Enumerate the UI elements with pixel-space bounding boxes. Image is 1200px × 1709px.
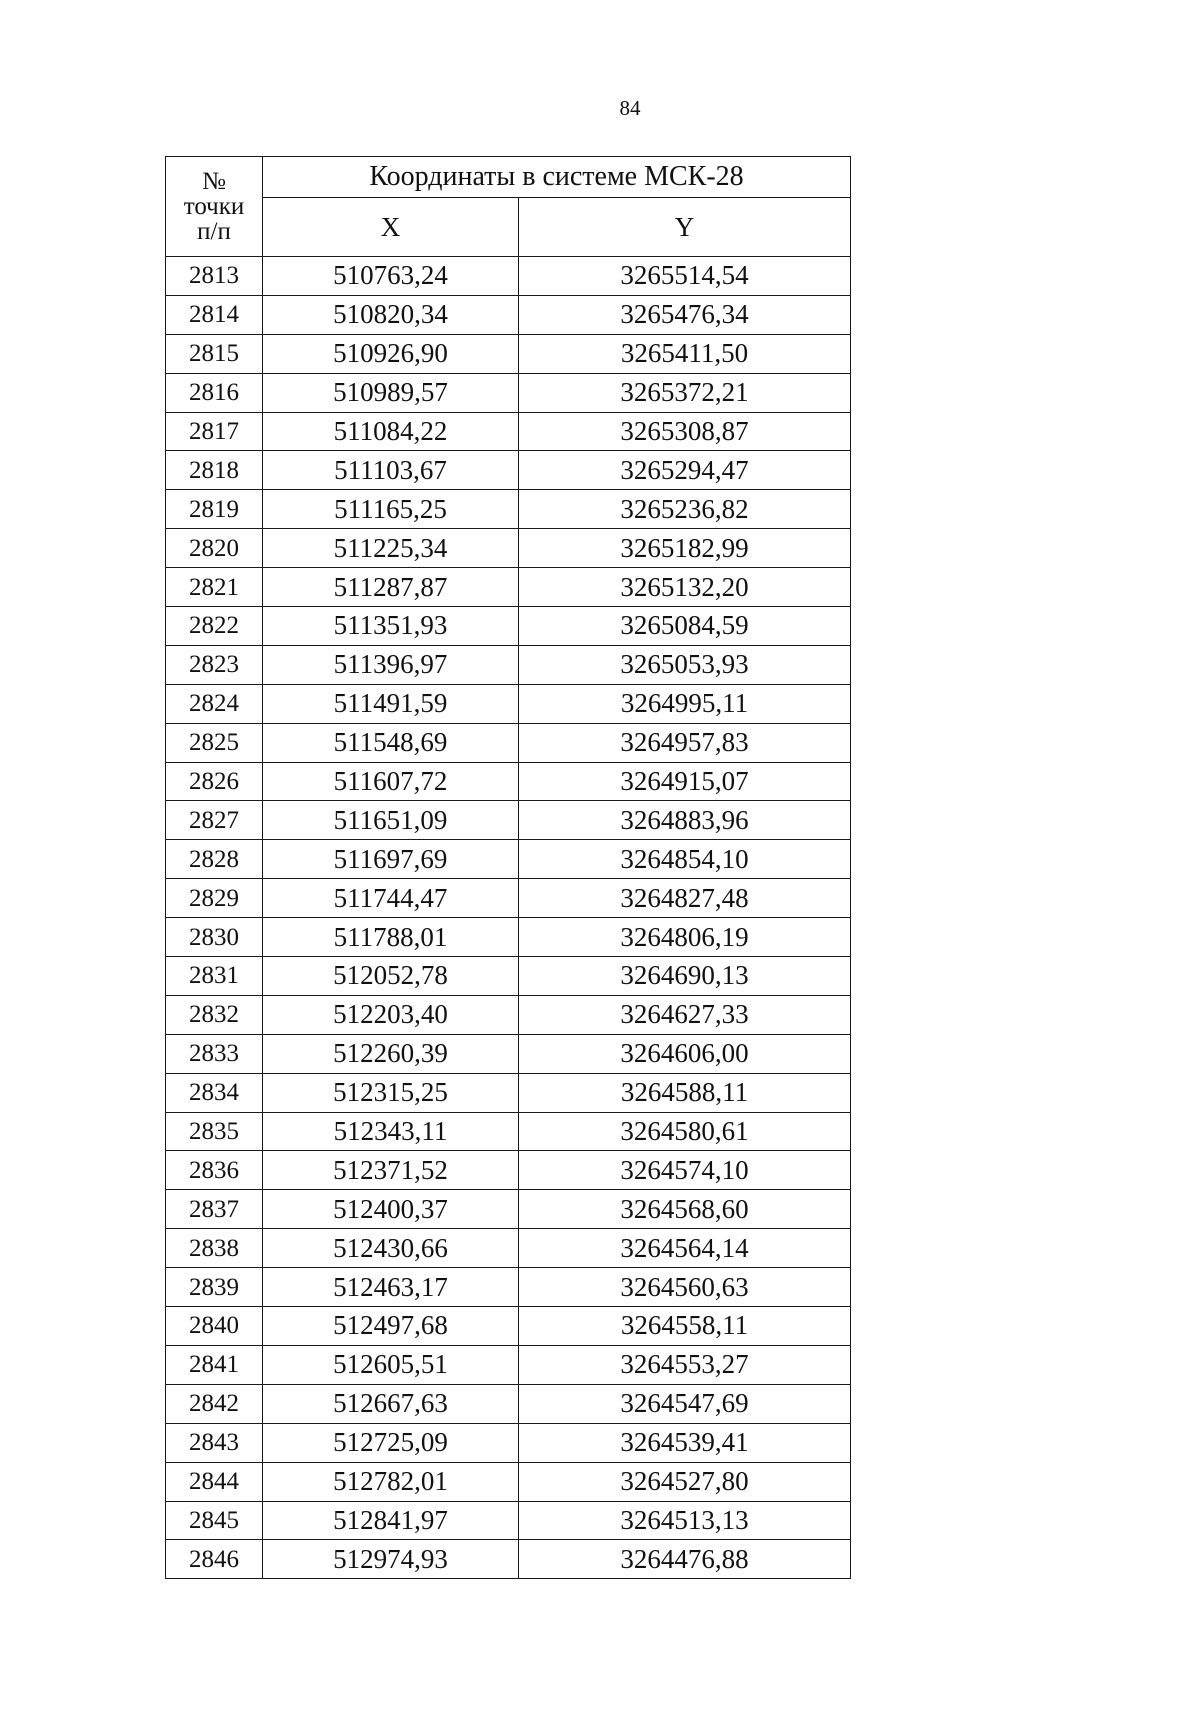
- table-row: [166, 840, 851, 879]
- y-coordinate-cell: 3265514,54: [519, 257, 851, 296]
- x-coordinate-cell: 511225,34: [263, 529, 519, 568]
- y-coordinate-cell: 3264606,00: [519, 1034, 851, 1073]
- table-row: [166, 918, 851, 957]
- table-row: [166, 1112, 851, 1151]
- y-coordinate-cell: 3265053,93: [519, 645, 851, 684]
- x-column-header: X: [263, 198, 519, 257]
- y-coordinate-cell: 3264558,11: [519, 1307, 851, 1346]
- table-row: [166, 295, 851, 334]
- point-number-cell: 2840: [166, 1307, 263, 1346]
- point-number-cell: 2833: [166, 1034, 263, 1073]
- x-coordinate-cell: 512463,17: [263, 1268, 519, 1307]
- table-row: [166, 684, 851, 723]
- y-coordinate-cell: 3264915,07: [519, 762, 851, 801]
- x-coordinate-cell: 510989,57: [263, 373, 519, 412]
- x-coordinate-cell: 512841,97: [263, 1501, 519, 1540]
- coordinate-system-header: Координаты в системе МСК-28: [263, 157, 851, 198]
- point-number-cell: 2829: [166, 879, 263, 918]
- table-row: [166, 412, 851, 451]
- x-coordinate-cell: 512605,51: [263, 1345, 519, 1384]
- table-row: [166, 957, 851, 996]
- y-coordinate-cell: 3264476,88: [519, 1540, 851, 1579]
- y-coordinate-cell: 3265411,50: [519, 334, 851, 373]
- point-number-cell: 2815: [166, 334, 263, 373]
- y-column-header: Y: [519, 198, 851, 257]
- point-number-cell: 2846: [166, 1540, 263, 1579]
- point-number-cell: 2827: [166, 801, 263, 840]
- x-coordinate-cell: 510763,24: [263, 257, 519, 296]
- x-coordinate-cell: 512974,93: [263, 1540, 519, 1579]
- point-number-cell: 2825: [166, 723, 263, 762]
- point-number-cell: 2828: [166, 840, 263, 879]
- table-row: [166, 995, 851, 1034]
- y-coordinate-cell: 3265294,47: [519, 451, 851, 490]
- x-coordinate-cell: 512203,40: [263, 995, 519, 1034]
- point-number-header-line: п/п: [197, 218, 231, 245]
- y-coordinate-cell: 3264564,14: [519, 1229, 851, 1268]
- point-number-cell: 2838: [166, 1229, 263, 1268]
- table-row: [166, 1034, 851, 1073]
- table-row: [166, 490, 851, 529]
- x-coordinate-cell: 511165,25: [263, 490, 519, 529]
- table-row: [166, 1073, 851, 1112]
- point-number-cell: 2813: [166, 257, 263, 296]
- y-coordinate-cell: 3264854,10: [519, 840, 851, 879]
- y-coordinate-cell: 3265372,21: [519, 373, 851, 412]
- x-coordinate-cell: 511287,87: [263, 568, 519, 607]
- x-coordinate-cell: 512400,37: [263, 1190, 519, 1229]
- x-coordinate-cell: 511788,01: [263, 918, 519, 957]
- point-number-cell: 2837: [166, 1190, 263, 1229]
- y-coordinate-cell: 3264883,96: [519, 801, 851, 840]
- y-coordinate-cell: 3264568,60: [519, 1190, 851, 1229]
- y-coordinate-cell: 3265476,34: [519, 295, 851, 334]
- point-number-header-line: №: [202, 168, 226, 195]
- y-coordinate-cell: 3265182,99: [519, 529, 851, 568]
- table-row: [166, 1151, 851, 1190]
- point-number-cell: 2824: [166, 684, 263, 723]
- table-row: [166, 1268, 851, 1307]
- point-number-cell: 2834: [166, 1073, 263, 1112]
- point-number-cell: 2823: [166, 645, 263, 684]
- x-coordinate-cell: 512260,39: [263, 1034, 519, 1073]
- x-coordinate-cell: 511548,69: [263, 723, 519, 762]
- y-coordinate-cell: 3264513,13: [519, 1501, 851, 1540]
- point-number-cell: 2835: [166, 1112, 263, 1151]
- y-coordinate-cell: 3265236,82: [519, 490, 851, 529]
- point-number-cell: 2845: [166, 1501, 263, 1540]
- point-number-cell: 2831: [166, 957, 263, 996]
- x-coordinate-cell: 512667,63: [263, 1384, 519, 1423]
- table-row: [166, 1345, 851, 1384]
- x-coordinate-cell: 512315,25: [263, 1073, 519, 1112]
- table-row: [166, 451, 851, 490]
- point-number-cell: 2843: [166, 1423, 263, 1462]
- point-number-cell: 2842: [166, 1384, 263, 1423]
- y-coordinate-cell: 3264995,11: [519, 684, 851, 723]
- table-row: [166, 1423, 851, 1462]
- table-row: [166, 1540, 851, 1579]
- table-row: [166, 607, 851, 646]
- table-row: [166, 529, 851, 568]
- x-coordinate-cell: 511491,59: [263, 684, 519, 723]
- table-body: [166, 257, 851, 1579]
- y-coordinate-cell: 3265132,20: [519, 568, 851, 607]
- y-coordinate-cell: 3264957,83: [519, 723, 851, 762]
- point-number-cell: 2826: [166, 762, 263, 801]
- table-row: [166, 257, 851, 296]
- point-number-cell: 2836: [166, 1151, 263, 1190]
- table-row: [166, 334, 851, 373]
- point-number-cell: 2832: [166, 995, 263, 1034]
- table-row: [166, 1229, 851, 1268]
- point-number-cell: 2818: [166, 451, 263, 490]
- point-number-cell: 2821: [166, 568, 263, 607]
- x-coordinate-cell: 512782,01: [263, 1462, 519, 1501]
- point-number-cell: 2822: [166, 607, 263, 646]
- x-coordinate-cell: 511103,67: [263, 451, 519, 490]
- y-coordinate-cell: 3264627,33: [519, 995, 851, 1034]
- x-coordinate-cell: 511607,72: [263, 762, 519, 801]
- point-number-header-line: точки: [183, 193, 245, 220]
- point-number-cell: 2816: [166, 373, 263, 412]
- x-coordinate-cell: 512343,11: [263, 1112, 519, 1151]
- point-number-cell: 2844: [166, 1462, 263, 1501]
- x-coordinate-cell: 510926,90: [263, 334, 519, 373]
- y-coordinate-cell: 3264553,27: [519, 1345, 851, 1384]
- page-number: 84: [619, 96, 641, 120]
- table-row: [166, 801, 851, 840]
- x-coordinate-cell: 512725,09: [263, 1423, 519, 1462]
- table-row: [166, 373, 851, 412]
- y-coordinate-cell: 3264588,11: [519, 1073, 851, 1112]
- y-coordinate-cell: 3264690,13: [519, 957, 851, 996]
- coordinates-table: [165, 156, 851, 1579]
- y-coordinate-cell: 3264547,69: [519, 1384, 851, 1423]
- table-row: [166, 1384, 851, 1423]
- point-number-cell: 2841: [166, 1345, 263, 1384]
- x-coordinate-cell: 512497,68: [263, 1307, 519, 1346]
- y-coordinate-cell: 3264827,48: [519, 879, 851, 918]
- x-coordinate-cell: 512052,78: [263, 957, 519, 996]
- x-coordinate-cell: 511697,69: [263, 840, 519, 879]
- y-coordinate-cell: 3264539,41: [519, 1423, 851, 1462]
- point-number-cell: 2817: [166, 412, 263, 451]
- point-number-cell: 2819: [166, 490, 263, 529]
- x-coordinate-cell: 511651,09: [263, 801, 519, 840]
- point-number-cell: 2814: [166, 295, 263, 334]
- y-coordinate-cell: 3264806,19: [519, 918, 851, 957]
- header-row-group: [166, 157, 851, 198]
- table-header: [166, 157, 851, 257]
- table-row: [166, 1190, 851, 1229]
- y-coordinate-cell: 3264560,63: [519, 1268, 851, 1307]
- x-coordinate-cell: 511084,22: [263, 412, 519, 451]
- y-coordinate-cell: 3264574,10: [519, 1151, 851, 1190]
- point-number-cell: 2820: [166, 529, 263, 568]
- x-coordinate-cell: 512371,52: [263, 1151, 519, 1190]
- table-row: [166, 1462, 851, 1501]
- point-number-cell: 2830: [166, 918, 263, 957]
- point-number-cell: 2839: [166, 1268, 263, 1307]
- table-row: [166, 568, 851, 607]
- y-coordinate-cell: 3264580,61: [519, 1112, 851, 1151]
- y-coordinate-cell: 3265308,87: [519, 412, 851, 451]
- y-coordinate-cell: 3265084,59: [519, 607, 851, 646]
- point-number-header: [166, 157, 263, 257]
- x-coordinate-cell: 511744,47: [263, 879, 519, 918]
- x-coordinate-cell: 511351,93: [263, 607, 519, 646]
- table-row: [166, 879, 851, 918]
- x-coordinate-cell: 511396,97: [263, 645, 519, 684]
- table-row: [166, 762, 851, 801]
- table-row: [166, 1307, 851, 1346]
- table-row: [166, 723, 851, 762]
- header-row-axes: [166, 198, 851, 257]
- table-row: [166, 1501, 851, 1540]
- y-coordinate-cell: 3264527,80: [519, 1462, 851, 1501]
- table-row: [166, 645, 851, 684]
- x-coordinate-cell: 510820,34: [263, 295, 519, 334]
- x-coordinate-cell: 512430,66: [263, 1229, 519, 1268]
